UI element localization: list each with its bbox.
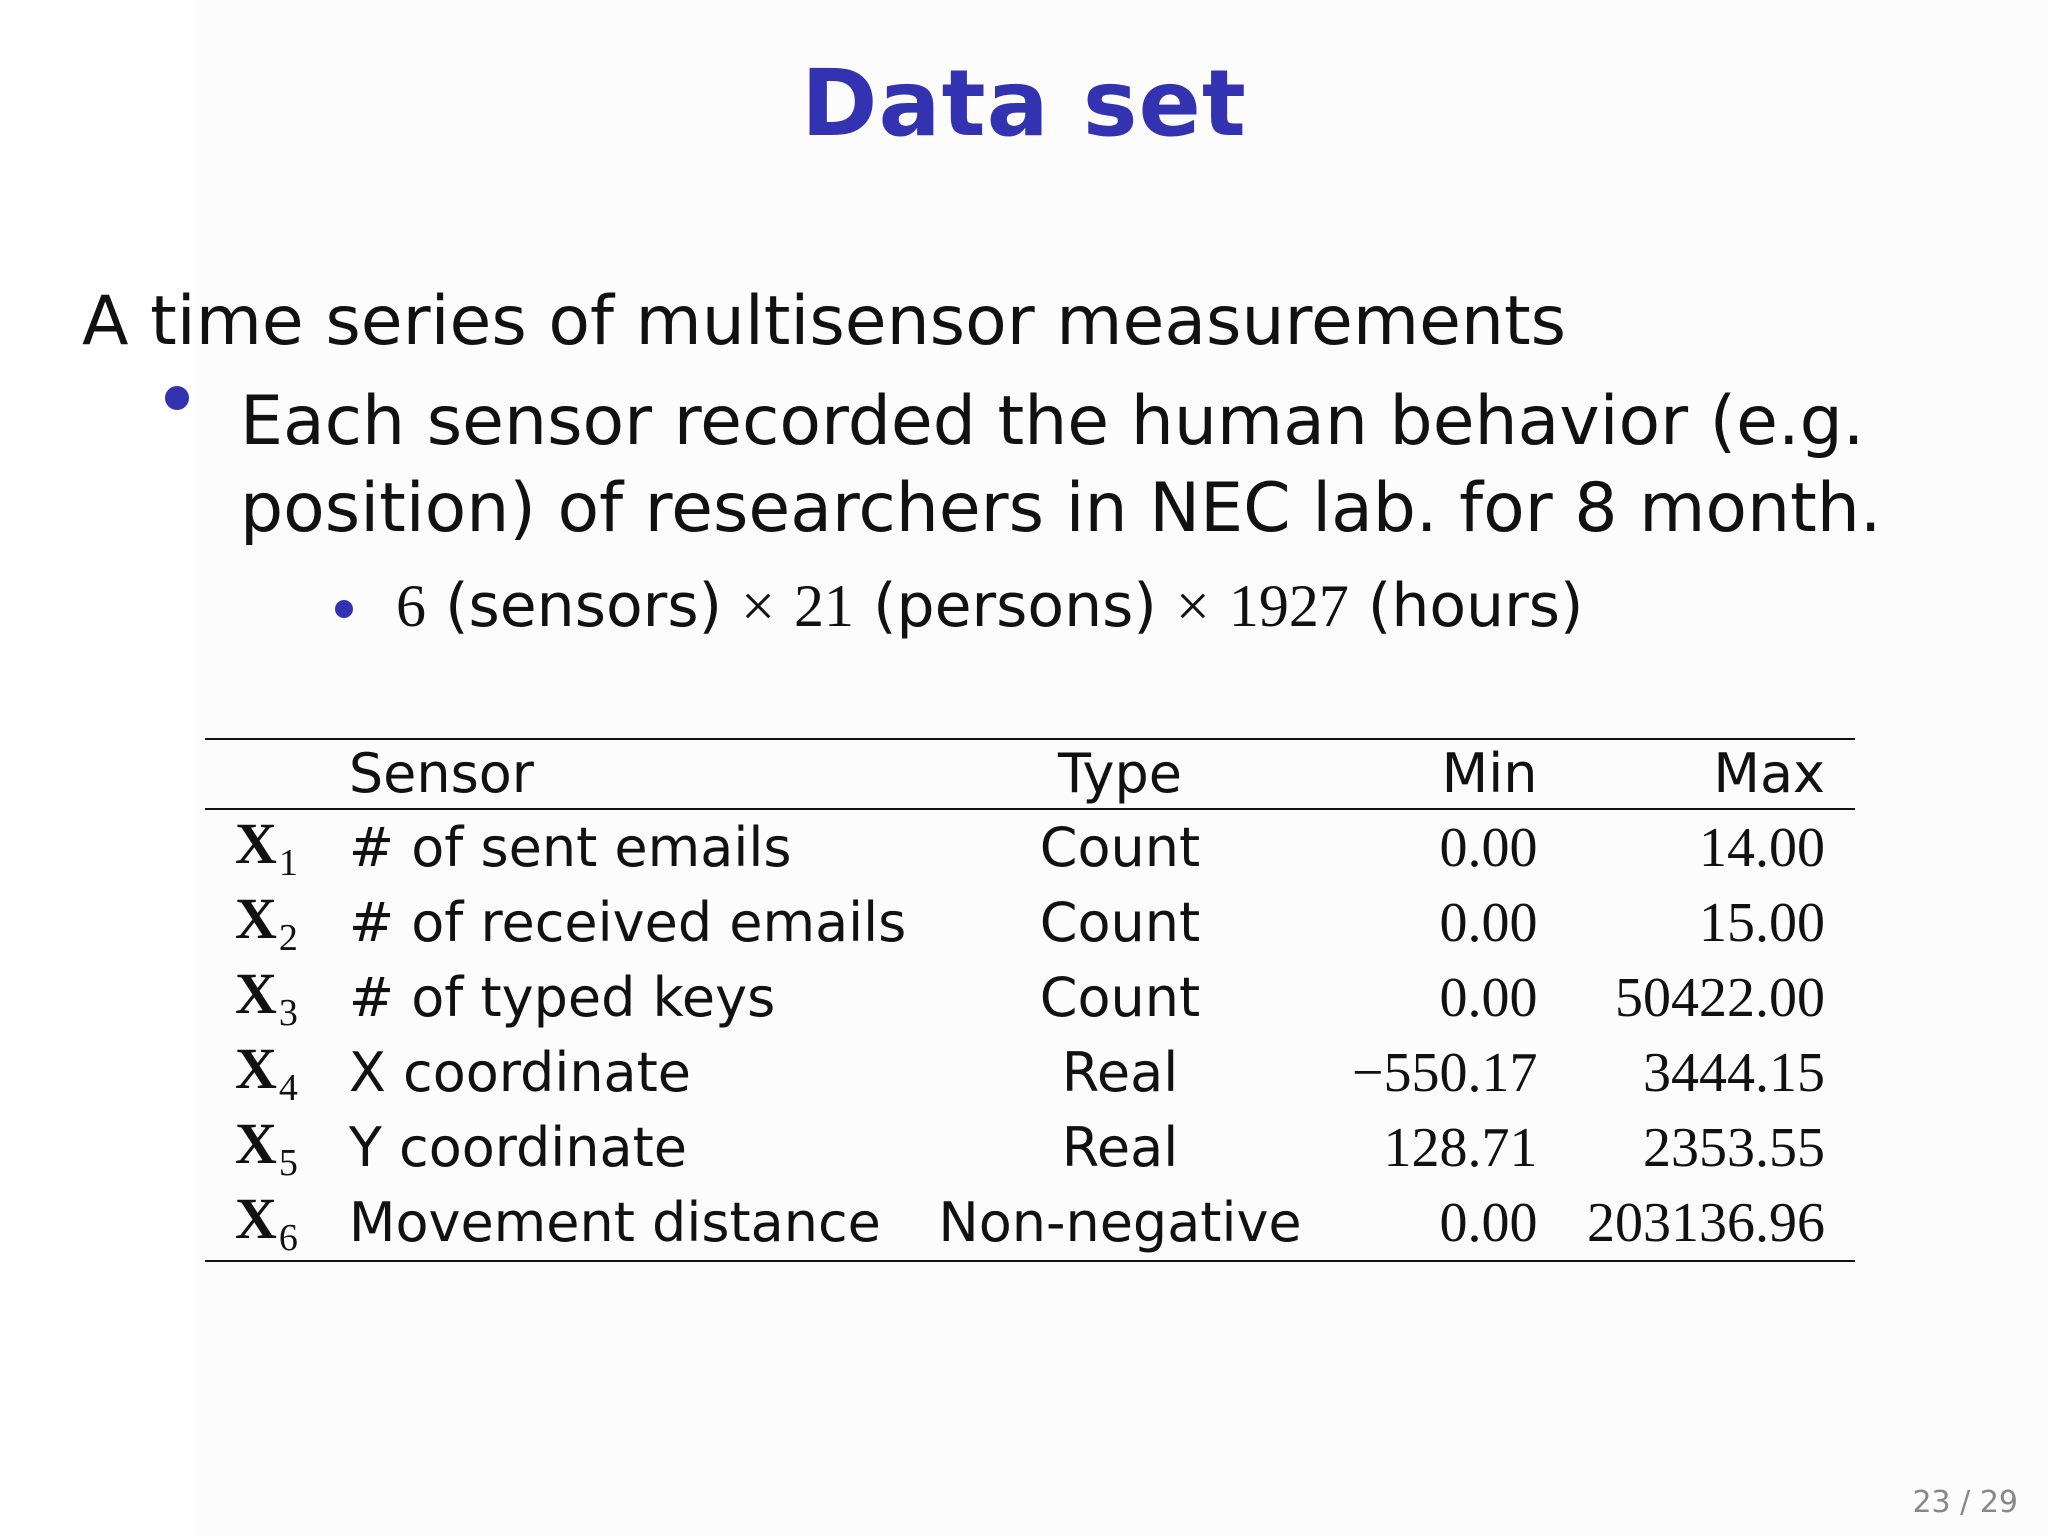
min-cell: 0.00 <box>1439 816 1538 879</box>
variable-subscript: 5 <box>278 1142 298 1184</box>
variable-cell <box>205 960 333 1035</box>
times-symbol: × <box>741 573 775 639</box>
sub-bullet-item <box>396 570 1583 642</box>
bullet-icon <box>165 386 189 410</box>
variable-cell <box>205 1110 333 1185</box>
variable-name: X <box>235 1186 277 1251</box>
table-row <box>205 1110 1855 1185</box>
hour-count: 1927 <box>1228 573 1349 639</box>
table-row <box>205 885 1855 960</box>
bullet-item-1-line-1: Each sensor recorded the human behavior (e.g. <box>240 382 1865 461</box>
variable-name: X <box>235 961 277 1026</box>
min-cell: 0.00 <box>1439 1191 1538 1254</box>
max-cell: 14.00 <box>1699 816 1825 879</box>
max-cell: 3444.15 <box>1643 1041 1825 1104</box>
type-cell: Count <box>1039 965 1201 1029</box>
sensor-count: 6 <box>396 573 426 639</box>
page-number: 23 / 29 <box>1912 1485 2018 1520</box>
sensor-cell: X coordinate <box>348 1040 692 1104</box>
type-cell: Count <box>1039 890 1201 954</box>
type-cell: Non-negative <box>938 1190 1302 1254</box>
sensor-cell: Y coordinate <box>348 1115 688 1179</box>
type-cell: Count <box>1039 815 1201 879</box>
variable-name: X <box>235 1036 277 1101</box>
times-symbol: × <box>1175 573 1210 639</box>
variable-cell <box>205 809 333 885</box>
bullet-item-1 <box>240 378 1881 552</box>
variable-subscript: 4 <box>278 1067 298 1109</box>
variable-name: X <box>235 886 277 951</box>
min-cell: 0.00 <box>1439 891 1538 954</box>
header-variable <box>205 739 333 809</box>
table-row <box>205 809 1855 885</box>
table-row <box>205 960 1855 1035</box>
min-cell: 0.00 <box>1439 966 1538 1029</box>
person-count-label: (persons) <box>873 571 1157 641</box>
max-cell: 2353.55 <box>1643 1116 1825 1179</box>
variable-subscript: 3 <box>278 992 298 1034</box>
variable-cell <box>205 885 333 960</box>
type-cell: Real <box>1061 1115 1179 1179</box>
sensor-cell: # of typed keys <box>348 965 776 1029</box>
max-cell: 203136.96 <box>1587 1191 1825 1254</box>
sensor-cell: # of sent emails <box>348 815 792 879</box>
header-max: Max <box>1713 742 1825 805</box>
variable-subscript: 6 <box>278 1217 298 1259</box>
sensor-count-label: (sensors) <box>445 571 722 641</box>
min-cell: 128.71 <box>1383 1116 1538 1179</box>
bullet-item-1-line-2: position) of researchers in NEC lab. for 8 month. <box>240 469 1882 548</box>
max-cell: 50422.00 <box>1615 966 1825 1029</box>
variable-name: X <box>235 1111 277 1176</box>
variable-cell <box>205 1035 333 1110</box>
hour-count-label: (hours) <box>1367 571 1584 641</box>
table-row <box>205 1185 1855 1261</box>
variable-subscript: 2 <box>278 917 298 959</box>
person-count: 21 <box>794 573 854 639</box>
sub-bullet-icon <box>335 600 353 618</box>
slide-title: Data set <box>801 50 1247 157</box>
sensor-cell: Movement distance <box>348 1190 881 1254</box>
variable-cell <box>205 1185 333 1261</box>
main-statement: A time series of multisensor measurements <box>82 282 1567 361</box>
table-row <box>205 1035 1855 1110</box>
variable-name: X <box>235 811 277 876</box>
sensor-table <box>205 738 1855 1262</box>
type-cell: Real <box>1061 1040 1179 1104</box>
table-header-row <box>205 739 1855 809</box>
header-min: Min <box>1441 742 1538 805</box>
min-cell: −550.17 <box>1351 1041 1538 1104</box>
max-cell: 15.00 <box>1699 891 1825 954</box>
header-sensor: Sensor <box>348 742 534 805</box>
header-type: Type <box>1057 742 1182 805</box>
variable-subscript: 1 <box>278 842 298 884</box>
sensor-cell: # of received emails <box>348 890 907 954</box>
